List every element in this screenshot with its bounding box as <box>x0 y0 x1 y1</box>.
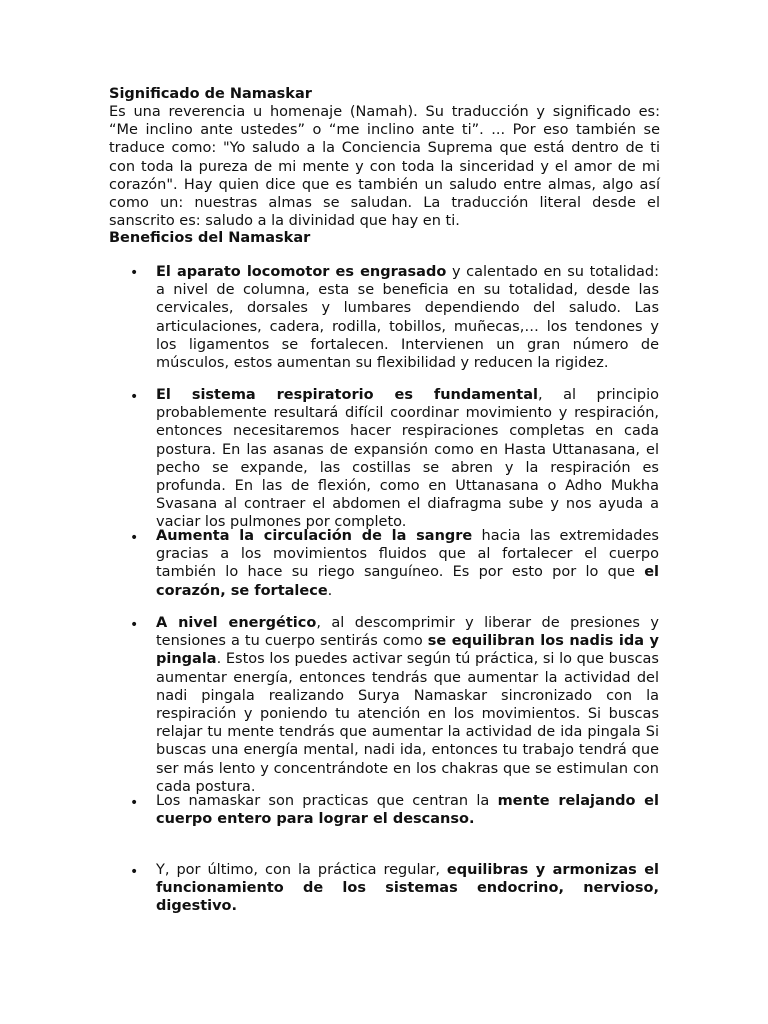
benefit-item-sistemas <box>156 861 659 916</box>
benefit-text: , al descomprimir y liberar de presiones y tensiones a tu cuerpo sentirás como <box>156 615 659 650</box>
benefit-text: Los namaskar son practicas que centran la <box>156 793 498 809</box>
benefit-text: , al principio probablemente resultará difícil coordinar movimiento y respiración, entonces necesitaremos hacer respiraciones completas en cada postura. En las asanas de expansión como en Hasta Uttanasana, el pecho se expande, las costillas se abren y la respiración es profunda. En las de flexión, como en Uttanasana o Adho Mukha Svasana al contraer el abdomen el diafragma sube y nos ayuda a vaciar los pulmones por completo. <box>156 387 659 531</box>
benefit-bold-tail: mente relajando el cuerpo entero para lograr el descanso. <box>156 793 659 828</box>
benefit-lead: A nivel energético <box>156 615 317 631</box>
benefit-text: y calentado en su totalidad: a nivel de columna, esta se beneficia en su totalidad, desde las cervicales, dorsales y lumbares dependiendo del saludo. Las articulaciones, cadera, rodilla, tobillos, muñecas,… los tendones y los ligamentos se fortalecen. Intervienen un gran número de músculos, estos aumentan su flexibilidad y reducen la rigidez. <box>156 264 659 372</box>
benefit-bold-tail: el corazón, se fortalece <box>156 564 659 599</box>
benefit-item-mente <box>156 792 659 828</box>
bullet-marker: • <box>130 864 139 880</box>
benefit-item-circulacion <box>156 527 659 600</box>
section-title-beneficios: Beneficios del Namaskar <box>109 230 311 246</box>
benefit-tail: . <box>327 582 333 599</box>
benefit-item-energetico <box>156 614 659 796</box>
benefit-text: hacia las extremidades gracias a los movimientos fluidos que al fortalecer el cuerpo también lo hace su riego sanguíneo. Es por esto por lo que <box>156 528 659 581</box>
bullet-marker: • <box>130 265 139 281</box>
benefit-lead: Aumenta la circulación de la sangre <box>156 528 473 544</box>
intro-paragraph: Es una reverencia u homenaje (Namah). Su traducción y significado es: “Me inclino ante ustedes” o “me inclino ante ti”. ... Por eso también se traduce como: "Yo saludo a la Conciencia Suprema que está dentro de ti con toda la pureza de mi mente y con toda la sinceridad y el amor de mi corazón". Hay quien dice que es también un saludo entre almas, algo así como un: nuestras almas se saludan. La traducción literal desde el sanscrito es: saludo a la divinidad que hay en ti. <box>109 104 660 230</box>
benefit-bold-tail: equilibras y armonizas el funcionamiento de los sistemas endocrino, nervioso, digestivo. <box>156 862 659 915</box>
benefit-text-2: . Estos los puedes activar según tú práctica, si lo que buscas aumentar energía, entonces tendrás que aumentar la actividad del nadi pingala realizando Surya Namaskar sincronizado con la respiración y poniendo tu atención en los movimientos. Si buscas relajar tu mente tendrás que aumentar la actividad de ida pingala Si buscas una energía mental, nadi ida, entonces tu trabajo tendrá que ser más lento y concentrándote en los chakras que se estimulan con cada postura. <box>156 651 659 795</box>
bullet-marker: • <box>130 530 139 546</box>
bullet-marker: • <box>130 617 139 633</box>
section-title-significado: Significado de Namaskar <box>109 86 312 102</box>
bullet-marker: • <box>130 795 139 811</box>
benefit-lead: El sistema respiratorio es fundamental <box>156 387 538 403</box>
bullet-marker: • <box>130 389 139 405</box>
benefit-item-respiratorio <box>156 386 659 532</box>
benefit-bold-mid: se equilibran los nadis ida y pingala <box>156 633 659 668</box>
benefit-text: Y, por último, con la práctica regular, <box>156 862 447 878</box>
benefit-lead: El aparato locomotor es engrasado <box>156 264 447 280</box>
benefit-item-locomotor <box>156 263 659 372</box>
